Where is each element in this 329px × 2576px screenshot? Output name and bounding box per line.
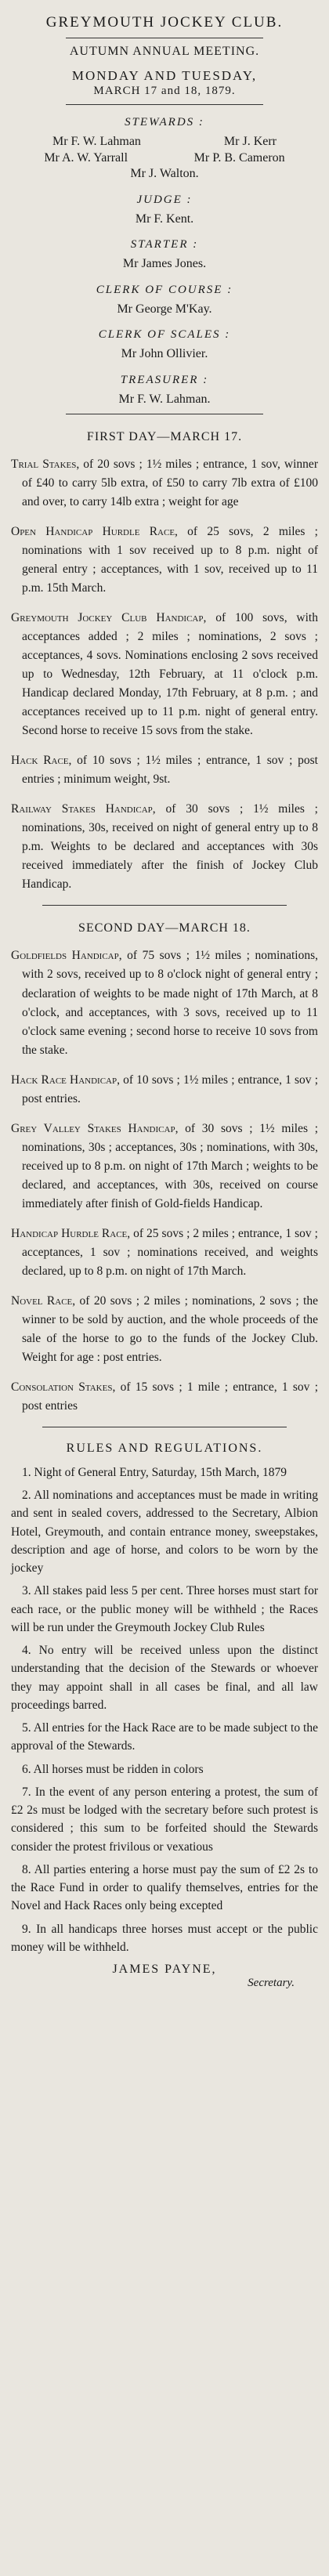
race-entry (11, 1292, 318, 1367)
judge-heading: JUDGE : (136, 193, 193, 206)
secretary-title: Secretary. (248, 1977, 295, 1990)
race-details: of 30 sovs ; 1½ miles ; nominations, 30s ; acceptances, 30s ; nominations, with 30s, received up to 8 p.m. on night of 17th March ; weights to be declared, and acceptances, with 30s, received on course immediately after finish of Gold-fields Handicap. (22, 1121, 318, 1210)
race-details: of 10 sovs ; 1½ miles ; entrance, 1 sov ; post entries. (22, 1073, 319, 1105)
race-entry (11, 1378, 318, 1416)
rule-item: 8. All parties entering a horse must pay the sum of £2 2s to the Race Fund in order to qualify themselves, entries for the Novel and Hack Races only being excepted (11, 1862, 318, 1913)
steward-name: Mr J. Kerr (223, 135, 277, 149)
race-entry (11, 1225, 318, 1281)
race-entry (11, 609, 318, 740)
first-day-heading: FIRST DAY—MARCH 17. (86, 430, 243, 444)
race-details: of 15 sovs ; 1 mile ; entrance, 1 sov ; post entries (22, 1380, 319, 1413)
race-name: Consolation Stakes, (11, 1380, 116, 1394)
race-entry (11, 800, 318, 894)
meeting-title: AUTUMN ANNUAL MEETING. (69, 45, 260, 58)
secretary-name: JAMES PAYNE, (112, 1963, 217, 1977)
race-name: Handicap Hurdle Race, (11, 1226, 131, 1240)
stewards-row (11, 134, 318, 150)
race-entry (11, 523, 318, 598)
rules-list (11, 1463, 318, 1956)
race-entry (11, 1120, 318, 1214)
race-details: of 30 sovs ; 1½ miles ; nominations, 30s, received on night of general entry up to 8 p.m. Weights to be declared and acceptances with 30s received immediately after the finish of Jockey Club Handicap. (22, 802, 318, 892)
race-details: of 10 sovs ; 1½ miles ; entrance, 1 sov ; post entries ; minimum weight, 9st. (22, 754, 318, 787)
divider (42, 905, 287, 906)
race-entry (11, 946, 318, 1059)
first-day-races (11, 455, 318, 894)
meeting-dates (11, 68, 318, 98)
rule-item: 2. All nominations and acceptances must be made in writing and sent in sealed covers, addressed to the Secretary, Albion Hotel, Greymouth, and contain entrance money, sweepstakes, description and age of horse, and colors to be worn by the jockey (11, 1489, 318, 1576)
steward-name: Mr P. B. Cameron (193, 150, 285, 165)
race-name: Hack Race, (11, 754, 72, 768)
race-details: of 25 sovs, 2 miles ; nominations with 1 sov received up to 8 p.m. night of general entry ; acceptances, with 1 sov, received up to 11 p.m. 15th March. (22, 525, 318, 595)
clerk-course-name: Mr George M'Kay. (117, 302, 212, 316)
race-entry (11, 751, 318, 789)
treasurer-name: Mr F. W. Lahman. (118, 392, 211, 406)
starter-heading: STARTER : (130, 238, 199, 251)
rule-item: 9. In all handicaps three horses must accept or the public money will be withheld. (11, 1922, 318, 1954)
starter-name: Mr James Jones. (122, 257, 207, 271)
race-details: of 75 sovs ; 1½ miles ; nominations, with 2 sovs, received up to 8 o'clock night of general entry ; declaration of weights to be made night of 17th March, at 8 o'clock, and acceptances, with 3 sovs, received up to 11 o'clock same evening ; second horse to receive 10 sovs from the stake. (22, 949, 318, 1057)
club-title: GREYMOUTH JOCKEY CLUB. (45, 14, 284, 31)
meeting-days: MONDAY AND TUESDAY, (71, 68, 258, 83)
race-details: of 20 sovs ; 1½ miles ; entrance, 1 sov, winner of £40 to carry 5lb extra, of £50 to carry 7lb extra of £100 and over, to carry 14lb extra ; weight for age (22, 458, 318, 509)
rules-heading: RULES AND REGULATIONS. (66, 1441, 263, 1455)
clerk-scales-heading: CLERK OF SCALES : (98, 328, 231, 342)
second-day-heading: SECOND DAY—MARCH 18. (78, 921, 251, 935)
rule-item: 1. Night of General Entry, Saturday, 15th March, 1879 (22, 1465, 287, 1479)
second-day-races (11, 946, 318, 1415)
rule-item: 4. No entry will be received unless upon the distinct understanding that the decision of the Stewards or whoever they may appoint shall in all cases be final, and all law proceedings barred. (11, 1644, 318, 1712)
stewards-row (11, 150, 318, 166)
rule-item: 6. All horses must be ridden in colors (22, 1762, 204, 1776)
race-name: Hack Race Handicap, (11, 1073, 120, 1087)
race-entry (11, 455, 318, 512)
stewards-list (11, 134, 318, 182)
judge-name: Mr F. Kent. (135, 212, 194, 226)
rule-item: 3. All stakes paid less 5 per cent. Three horses must start for each race, or the public money will be withheld ; the Races will be run under the Greymouth Jockey Club Rules (11, 1584, 318, 1634)
steward-name: Mr J. Walton. (130, 167, 199, 181)
rule-item: 5. All entries for the Hack Race are to be made subject to the approval of the Stewards. (11, 1721, 318, 1753)
divider (66, 104, 263, 105)
race-name: Railway Stakes Handicap, (11, 802, 156, 816)
race-details: of 25 sovs ; 2 miles ; entrance, 1 sov ; acceptances, 1 sov ; nominations received, and weights declared, up to 8 p.m. on night of 17th March. (22, 1226, 318, 1278)
race-name: Greymouth Jockey Club Handicap, (11, 611, 207, 625)
clerk-scales-name: Mr John Ollivier. (121, 347, 208, 361)
race-details: of 100 sovs, with acceptances added ; 2 miles ; nominations, 2 sovs ; acceptances, 4 sovs. Nominations enclosing 2 sovs received up to Wednesday, 12th February, at 11 o'clock p.m. Handicap declared Monday, 17th February, at 8 p.m. ; and acceptances received up to 11 p.m. night of general entry. Second horse to receive 15 sovs from the stake. (22, 611, 318, 738)
clerk-course-heading: CLERK OF COURSE : (96, 283, 233, 296)
race-entry (11, 1071, 318, 1109)
steward-name: Mr F. W. Lahman (52, 135, 141, 149)
race-name: Novel Race, (11, 1293, 76, 1308)
race-name: Grey Valley Stakes Handicap, (11, 1121, 179, 1135)
stewards-heading: STEWARDS : (125, 116, 204, 129)
race-name: Goldfields Handicap, (11, 949, 122, 963)
race-details: of 20 sovs ; 2 miles ; nominations, 2 sovs ; the winner to be sold by auction, and the whole proceeds of the sale of the horse to go to the funds of the Jockey Club. Weight for age : post entries. (22, 1293, 318, 1364)
treasurer-heading: TREASURER : (120, 373, 209, 386)
meeting-date-line: MARCH 17 and 18, 1879. (93, 85, 236, 98)
race-name: Trial Stakes, (11, 458, 80, 472)
rule-item: 7. In the event of any person entering a protest, the sum of £2 2s must be lodged with the secretary before such protest is considered ; this sum to be forfeited should the Stewards consider the protest frivilous or vexatious (11, 1785, 318, 1854)
race-name: Open Handicap Hurdle Race, (11, 525, 178, 539)
steward-name: Mr A. W. Yarrall (44, 150, 128, 165)
